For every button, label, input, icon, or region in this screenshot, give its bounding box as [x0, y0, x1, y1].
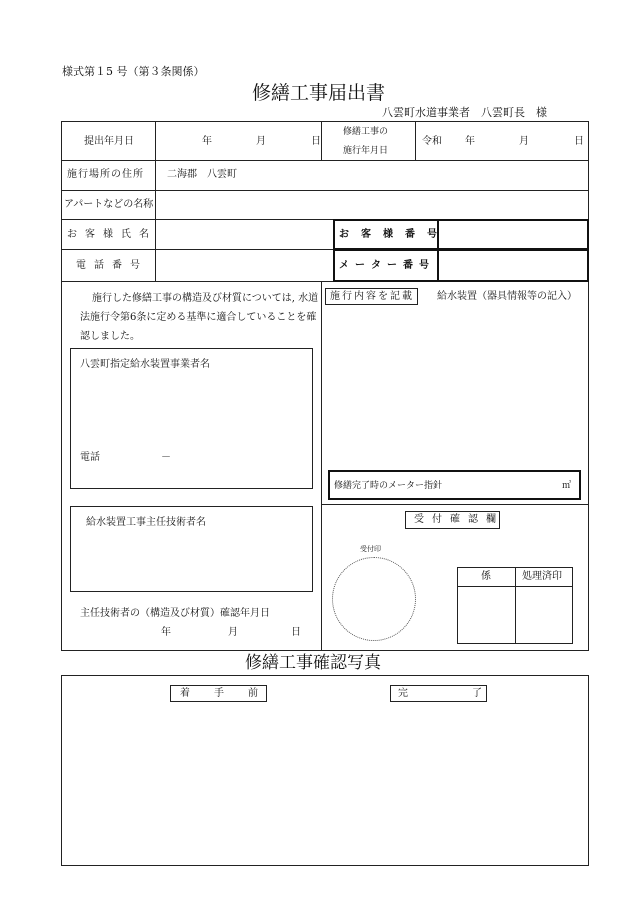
apartment-label: アパートなどの名称	[64, 199, 154, 210]
day-label: 日	[311, 136, 321, 147]
meter-reading-label: 修繕完了時のメーター指針	[334, 481, 443, 491]
contractor-label: 八雲町指定給水装置事業者名	[80, 359, 210, 370]
era-label: 令和	[422, 136, 442, 147]
contractor-tel-dash: －	[161, 452, 171, 463]
photo-area	[61, 675, 589, 866]
year2-label: 年	[465, 136, 475, 147]
addressee: 八雲町水道事業者 八雲町長 様	[382, 106, 547, 119]
clerk-column-label: 係	[481, 571, 491, 582]
phone-label: 電話番号	[76, 260, 148, 271]
chief-engineer-label: 給水装置工事主任技術者名	[86, 517, 206, 528]
declaration-line-2: 法施行令第6条に定める基準に適合していることを確	[80, 312, 317, 323]
processed-column-label: 処理済印	[522, 571, 562, 582]
confirm-month-label: 月	[228, 627, 238, 638]
meter-number-label: メーター番号	[339, 260, 435, 271]
confirm-year-label: 年	[161, 627, 171, 638]
day2-label: 日	[574, 136, 584, 147]
confirm-day-label: 日	[291, 627, 301, 638]
customer-name-label: お客様氏名	[67, 229, 157, 240]
meter-reading-unit: ㎥	[562, 481, 572, 491]
declaration-line-1: 施行した修繕工事の構造及び材質については, 水道	[92, 293, 319, 304]
form-title: 修繕工事届出書	[252, 82, 386, 104]
after-photo-label: 完了	[398, 688, 546, 699]
year-label: 年	[202, 136, 212, 147]
reception-stamp-circle	[332, 557, 416, 641]
contractor-tel-label: 電話	[80, 452, 100, 463]
work-content-tag-label: 施行内容を記載	[330, 291, 414, 302]
month2-label: 月	[519, 136, 529, 147]
form-number: 様式第１5 号（第３条関係）	[62, 65, 205, 78]
photo-title: 修繕工事確認写真	[245, 653, 381, 673]
reception-header: 受付確認欄	[414, 514, 504, 525]
work-date-label-2: 施行年月日	[343, 146, 389, 156]
address-label: 施行場所の住所	[67, 169, 144, 180]
before-photo-label: 着手前	[180, 688, 282, 699]
confirm-date-label: 主任技術者の（構造及び材質）確認年月日	[80, 608, 270, 619]
month-label: 月	[256, 136, 266, 147]
work-date-label-1: 修繕工事の	[343, 127, 389, 137]
declaration-line-3: 認しました。	[80, 331, 140, 342]
address-value: 二海郡 八雲町	[167, 169, 237, 180]
submission-date-label: 提出年月日	[84, 136, 134, 147]
customer-number-label: お客様番号	[339, 229, 449, 240]
stamp-label: 受付印	[360, 545, 381, 553]
work-content-note: 給水装置（器具情報等の記入）	[437, 291, 577, 302]
